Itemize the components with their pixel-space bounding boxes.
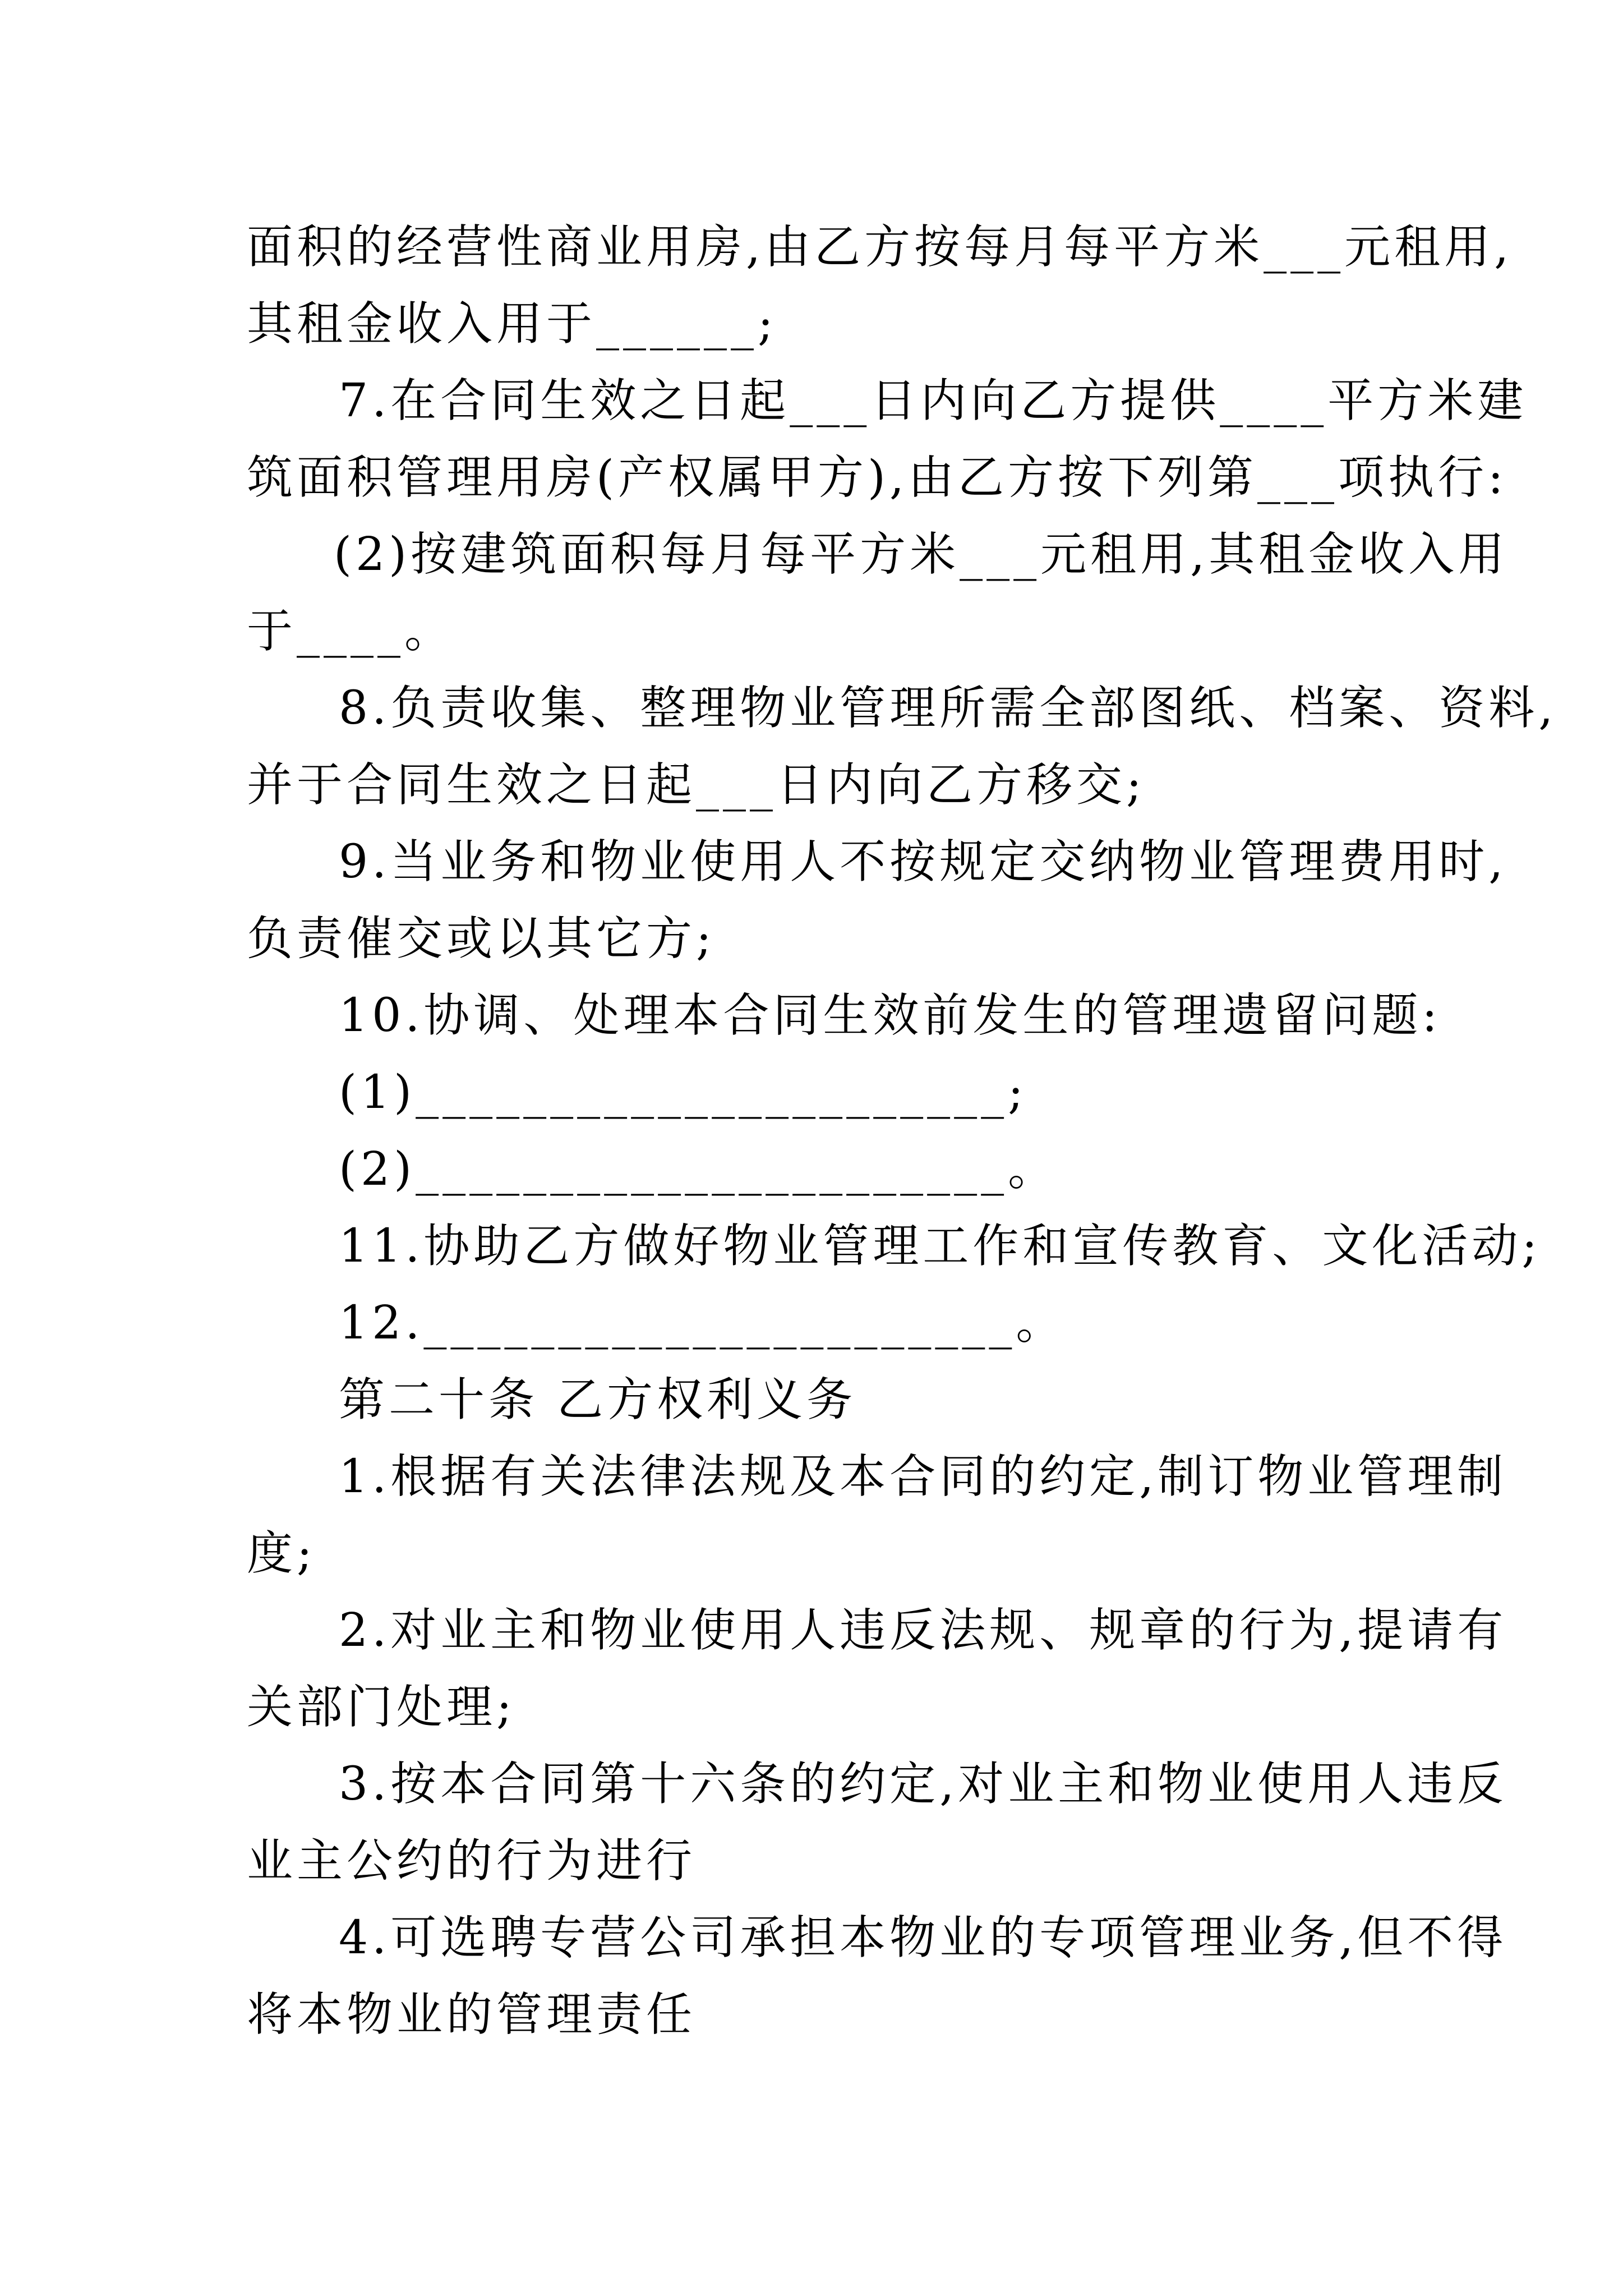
document-body — [247, 209, 1557, 2053]
text-line: 2.对业主和物业使用人违反法规、规章的行为,提请有 — [339, 1604, 1507, 1657]
text-line: 筑面积管理用房(产权属甲方),由乙方按下列第___项执行: — [247, 451, 1507, 504]
text-line: 8.负责收集、整理物业管理所需全部图纸、档案、资料, — [339, 682, 1557, 735]
text-line: 负责催交或以其它方; — [247, 912, 716, 965]
text-line: 12.______________________。 — [339, 1296, 1066, 1350]
text-line: 将本物业的管理责任 — [247, 1988, 697, 2041]
text-line: 4.可选聘专营公司承担本物业的专项管理业务,但不得 — [339, 1911, 1507, 1964]
text-line: 并于合同生效之日起___日内向乙方移交; — [247, 758, 1146, 812]
text-line: 度; — [247, 1527, 316, 1580]
text-line: 10.协调、处理本合同生效前发生的管理遗留问题: — [339, 989, 1442, 1042]
text-line: (2)______________________。 — [339, 1143, 1058, 1196]
text-line: 业主公约的行为进行 — [247, 1834, 697, 1888]
text-line: 面积的经营性商业用房,由乙方按每月每平方米___元租用, — [247, 220, 1513, 274]
text-line: (1)______________________; — [339, 1066, 1027, 1119]
text-line: 1.根据有关法律法规及本合同的约定,制订物业管理制 — [339, 1450, 1507, 1503]
text-line: 11.协助乙方做好物业管理工作和宣传教育、文化活动; — [339, 1220, 1542, 1273]
text-line: 其租金收入用于______; — [247, 297, 777, 351]
text-line: 3.按本合同第十六条的约定,对业主和物业使用人违反 — [339, 1757, 1507, 1811]
section-heading: 第二十条 乙方权利义务 — [339, 1373, 857, 1427]
text-line: (2)按建筑面积每月每平方米___元租用,其租金收入用 — [334, 528, 1509, 581]
text-line: 关部门处理; — [247, 1681, 516, 1734]
text-line: 于____。 — [247, 605, 454, 658]
text-line: 7.在合同生效之日起___日内向乙方提供____平方米建 — [339, 374, 1528, 427]
text-line: 9.当业务和物业使用人不按规定交纳物业管理费用时, — [339, 835, 1507, 889]
